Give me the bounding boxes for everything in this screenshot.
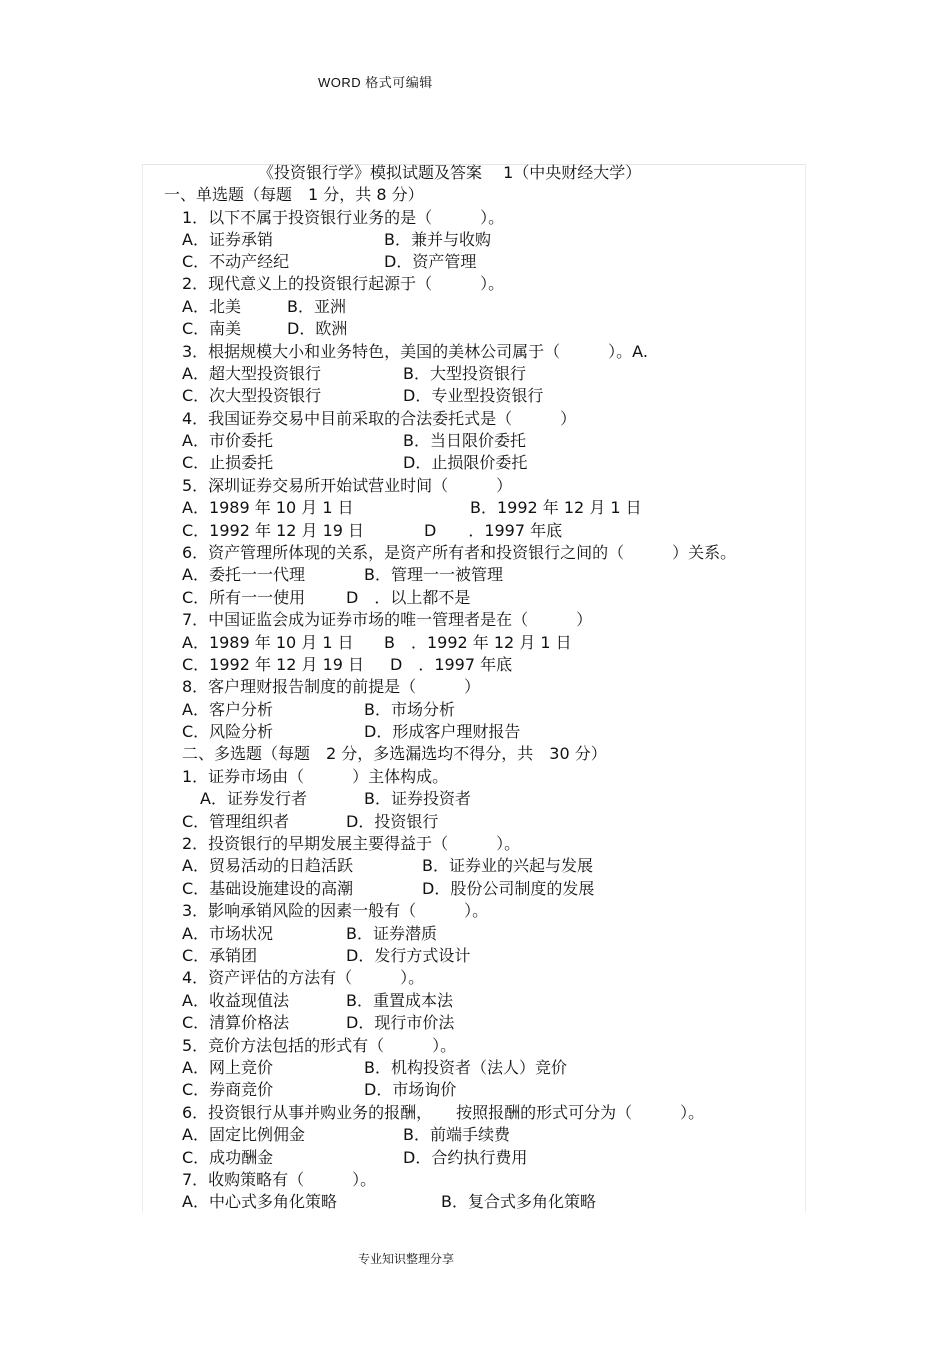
- q2-option-b: B．亚洲: [287, 297, 346, 316]
- q1-option-d: D．资产管理: [384, 252, 477, 271]
- q8-option-b: B．市场分析: [364, 700, 455, 719]
- q7-option-a: A．1989 年 10 月 1 日: [182, 633, 354, 652]
- m2-option-a: A．贸易活动的日趋活跃: [182, 856, 353, 875]
- q8-option-c: C．风险分析: [182, 722, 274, 741]
- q1-option-a: A．证券承销: [182, 230, 273, 249]
- q2-option-c: C．南美: [182, 319, 242, 338]
- m3-option-c: C．承销团: [182, 946, 258, 965]
- q3-option-d: D．专业型投资银行: [403, 386, 544, 405]
- q7-option-d: D ．1997 年底: [390, 655, 513, 674]
- m6-option-c: C．成功酬金: [182, 1148, 274, 1167]
- q4-option-a: A．市价委托: [182, 431, 273, 450]
- page-footer-note: 专业知识整理分享: [358, 1252, 455, 1266]
- mc-question-1: 1．证券市场由（ ）主体构成。: [182, 767, 449, 786]
- q3-option-c: C．次大型投资银行: [182, 386, 322, 405]
- m6-option-d: D．合约执行费用: [403, 1148, 528, 1167]
- document-title: 《投资银行学》模拟试题及答案 1（中央财经大学）: [258, 163, 642, 182]
- m4-option-c: C．清算价格法: [182, 1013, 290, 1032]
- q5-option-d: D ．1997 年底: [424, 521, 563, 540]
- question-2: 2．现代意义上的投资银行起源于（ ）。: [182, 274, 505, 293]
- mc-question-7: 7．收购策略有（ ）。: [182, 1170, 377, 1189]
- m1-option-c: C．管理组织者: [182, 812, 290, 831]
- q5-option-b: B．1992 年 12 月 1 日: [470, 498, 642, 517]
- m4-option-a: A．收益现值法: [182, 991, 289, 1010]
- q1-option-b: B．兼并与收购: [384, 230, 491, 249]
- q6-option-c: C．所有一一使用: [182, 588, 306, 607]
- m2-option-d: D．股份公司制度的发展: [422, 879, 595, 898]
- m6-option-a: A．固定比例佣金: [182, 1125, 305, 1144]
- m5-option-c: C．券商竞价: [182, 1080, 274, 1099]
- question-6: 6．资产管理所体现的关系，是资产所有者和投资银行之间的（ ）关系。: [182, 543, 737, 562]
- m2-option-b: B．证券业的兴起与发展: [422, 856, 593, 875]
- q8-option-d: D．形成客户理财报告: [364, 722, 521, 741]
- m1-option-d: D．投资银行: [346, 812, 439, 831]
- question-7: 7．中国证监会成为证券市场的唯一管理者是在（ ）: [182, 610, 593, 629]
- q6-option-a: A．委托一一代理: [182, 565, 305, 584]
- q1-option-c: C．不动产经纪: [182, 252, 290, 271]
- m3-option-d: D．发行方式设计: [346, 946, 471, 965]
- question-1: 1．以下不属于投资银行业务的是（ ）。: [182, 208, 505, 227]
- q7-option-c: C．1992 年 12 月 19 日: [182, 655, 365, 674]
- q6-option-b: B．管理一一被管理: [364, 565, 503, 584]
- mc-question-4: 4．资产评估的方法有（ ）。: [182, 968, 425, 987]
- question-3: 3．根据规模大小和业务特色，美国的美林公司属于（ ）。A.: [182, 342, 648, 361]
- mc-question-2: 2．投资银行的早期发展主要得益于（ ）。: [182, 834, 521, 853]
- section-heading-single-choice: 一、单选题（每题 1 分，共 8 分）: [164, 185, 424, 204]
- m3-option-a: A．市场状况: [182, 924, 273, 943]
- q4-option-c: C．止损委托: [182, 453, 274, 472]
- m7-option-b: B．复合式多角化策略: [441, 1192, 596, 1211]
- mc-question-6: 6．投资银行从事并购业务的报酬， 按照报酬的形式可分为（ ）。: [182, 1103, 705, 1122]
- m2-option-c: C．基础设施建设的高潮: [182, 879, 354, 898]
- m5-option-b: B．机构投资者（法人）竞价: [364, 1058, 567, 1077]
- q5-option-a: A．1989 年 10 月 1 日: [182, 498, 354, 517]
- m1-option-b: B．证券投资者: [364, 789, 471, 808]
- q8-option-a: A．客户分析: [182, 700, 273, 719]
- q4-option-d: D．止损限价委托: [403, 453, 528, 472]
- question-8: 8．客户理财报告制度的前提是（ ）: [182, 677, 481, 696]
- section-heading-multiple-choice: 二、多选题（每题 2 分，多选漏选均不得分，共 30 分）: [182, 744, 607, 763]
- q2-option-a: A．北美: [182, 297, 241, 316]
- page-header-note: WORD 格式可编辑: [318, 75, 433, 90]
- q2-option-d: D．欧洲: [287, 319, 348, 338]
- q3-option-b: B．大型投资银行: [403, 364, 526, 383]
- m1-option-a: A．证券发行者: [200, 789, 307, 808]
- question-4: 4．我国证券交易中目前采取的合法委托式是（ ）: [182, 409, 577, 428]
- q6-option-d: D ．以上都不是: [346, 588, 471, 607]
- m5-option-d: D．市场询价: [364, 1080, 457, 1099]
- q5-option-c: C．1992 年 12 月 19 日: [182, 521, 365, 540]
- m7-option-a: A．中心式多角化策略: [182, 1192, 337, 1211]
- m4-option-b: B．重置成本法: [346, 991, 453, 1010]
- q4-option-b: B．当日限价委托: [403, 431, 526, 450]
- m4-option-d: D．现行市价法: [346, 1013, 455, 1032]
- m3-option-b: B．证券潜质: [346, 924, 437, 943]
- question-5: 5．深圳证券交易所开始试营业时间（ ）: [182, 476, 513, 495]
- mc-question-3: 3．影响承销风险的因素一般有（ ）。: [182, 901, 489, 920]
- q3-option-a: A．超大型投资银行: [182, 364, 321, 383]
- m5-option-a: A．网上竞价: [182, 1058, 273, 1077]
- q7-option-b: B ．1992 年 12 月 1 日: [384, 633, 572, 652]
- m6-option-b: B．前端手续费: [403, 1125, 510, 1144]
- mc-question-5: 5．竞价方法包括的形式有（ ）。: [182, 1036, 457, 1055]
